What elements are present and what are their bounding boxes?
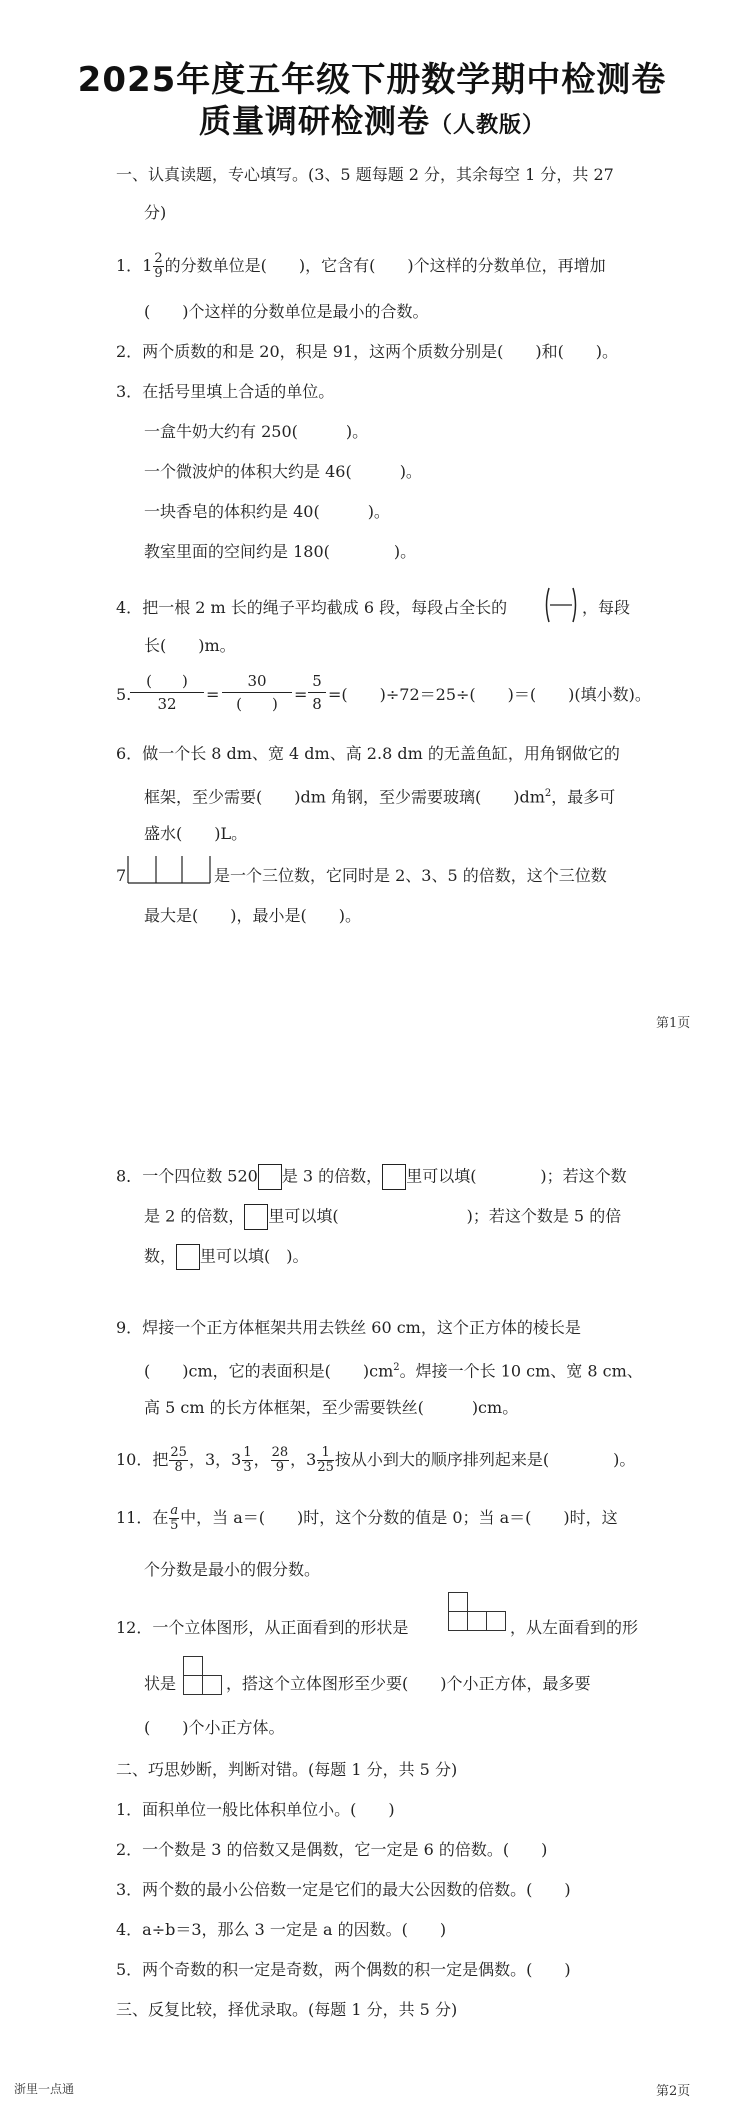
question-8-cont-2: [144, 1244, 309, 1270]
judge-item: 1．面积单位一般比体积单位小。( ): [116, 1800, 395, 1819]
q10-fraction: [242, 1446, 252, 1475]
q12-a1: 一个立体图形，从正面看到的形状是: [152, 1618, 409, 1637]
section-2-heading: 二、巧思妙断，判断对错。(每题 1 分，共 5 分): [116, 1760, 458, 1779]
question-7-number: 7: [116, 866, 127, 885]
q5-tail: =( )÷72＝25÷( )＝( )(填小数)。: [328, 685, 651, 704]
question-4-text-end: ，每段: [582, 598, 631, 617]
q9-b1: ( )cm，它的表面积是( )cm: [144, 1361, 394, 1381]
q10-fraction: [169, 1446, 188, 1475]
q10-mid3: ，3: [290, 1450, 317, 1469]
question-4-number: 4．: [116, 598, 143, 617]
q11-fraction: [169, 1504, 179, 1533]
q10-mid2: ，: [253, 1450, 270, 1469]
question-1-number: 1．: [116, 256, 143, 275]
question-8-number: 8．: [116, 1166, 143, 1186]
question-6-text: 做一个长 8 dm、宽 4 dm、高 2.8 dm 的无盖鱼缸，用角钢做它的: [142, 744, 620, 763]
q10-pre: 把: [152, 1450, 169, 1469]
q11-denominator: 5: [170, 1518, 179, 1533]
q5-fraction-3: [308, 670, 326, 715]
q1-fraction-numerator: 2: [154, 251, 163, 266]
three-digit-boxes-icon: [126, 852, 212, 884]
question-4: [116, 598, 507, 618]
question-2: [116, 342, 618, 362]
q10-f4-numerator: 1: [317, 1446, 334, 1461]
q10-tail: 按从小到大的顺序排列起来是( )。: [334, 1450, 636, 1469]
q8-a3: 里可以填( )；若这个数: [406, 1166, 627, 1186]
question-9-number: 9．: [116, 1318, 143, 1337]
footer-brand: 浙里一点通: [14, 2082, 75, 2096]
digit-box: [382, 1164, 406, 1190]
question-8: [116, 1164, 627, 1190]
question-3-text: 在括号里填上合适的单位。: [142, 382, 335, 401]
q5-equals: =: [206, 685, 220, 704]
q3-item: 一个微波炉的体积大约是 46( )。: [144, 462, 422, 481]
q10-fraction: [317, 1446, 334, 1475]
digit-box: [244, 1204, 268, 1230]
q5-fraction-1: [130, 670, 204, 715]
q12-b1: 状是: [144, 1674, 177, 1693]
question-11: [116, 1504, 618, 1533]
q3-item: 一盒牛奶大约有 250( )。: [144, 422, 369, 441]
question-7-text: 是一个三位数，它同时是 2、3、5 的倍数，这个三位数: [214, 866, 607, 885]
question-1-cont: ( )个这样的分数单位是最小的合数。: [144, 302, 429, 321]
q6-text-b2: ，最多可: [551, 787, 616, 807]
section-3-heading: 三、反复比较，择优录取。(每题 1 分，共 5 分): [116, 2000, 458, 2019]
question-9: [116, 1318, 581, 1338]
q3-item: 一块香皂的体积约是 40( )。: [144, 502, 390, 521]
section-1-heading: 一、认真读题，专心填写。(3、5 题每题 2 分，其余每空 1 分，共 27: [116, 165, 614, 184]
q10-mid1: ，3，3: [188, 1450, 242, 1469]
question-6-cont: [144, 784, 615, 807]
question-2-number: 2．: [116, 342, 143, 361]
question-1: [116, 252, 606, 281]
question-11-number: 11．: [116, 1508, 153, 1527]
question-9-cont: [144, 1358, 643, 1381]
q11-numerator: a: [170, 1503, 179, 1518]
front-view-cube: [467, 1611, 487, 1631]
section-1-heading-cont: 分): [144, 203, 167, 222]
q5-equals: =: [294, 685, 308, 704]
question-3: [116, 382, 334, 402]
question-10-number: 10．: [116, 1450, 153, 1469]
q8-b2: 里可以填( )；若这个数是 5 的倍: [268, 1206, 622, 1226]
judge-item: 5．两个奇数的积一定是奇数，两个偶数的积一定是偶数。( ): [116, 1960, 571, 1979]
question-7-cont: 最大是( )，最小是( )。: [144, 906, 361, 925]
subtitle-edition: （人教版）: [430, 113, 546, 138]
question-6-number: 6．: [116, 744, 143, 763]
q5-f2-numerator: 30: [222, 670, 292, 693]
digit-box: [176, 1244, 200, 1270]
q10-f2-numerator: 1: [243, 1445, 252, 1460]
q1-fraction-denominator: 9: [154, 266, 163, 281]
judge-item: 2．一个数是 3 的倍数又是偶数，它一定是 6 的倍数。( ): [116, 1840, 548, 1859]
exam-title: 2025年度五年级下册数学期中检测卷: [77, 60, 667, 100]
q1-whole: 1: [142, 256, 153, 275]
page-number: 第2页: [656, 2084, 691, 2099]
left-view-cube: [183, 1656, 203, 1676]
question-3-number: 3．: [116, 382, 143, 401]
question-12: [116, 1618, 408, 1638]
question-9-cont-2: 高 5 cm 的长方体框架，至少需要铁丝( )cm。: [144, 1398, 519, 1417]
left-view-cube: [183, 1675, 203, 1695]
page-number: 第1页: [656, 1016, 691, 1031]
blank-fraction-bracket-icon: [543, 586, 579, 624]
q5-f3-numerator: 5: [308, 670, 326, 693]
question-12-number: 12．: [116, 1618, 153, 1637]
q10-f3-denominator: 9: [275, 1460, 285, 1475]
left-view-cube: [202, 1675, 222, 1695]
q9-sup: 2: [393, 1362, 400, 1373]
q8-c2: 里可以填( )。: [200, 1246, 309, 1266]
q5-f3-denominator: 8: [312, 695, 322, 713]
q8-c1: 数，: [144, 1246, 177, 1266]
q10-fraction: [271, 1446, 290, 1475]
q11-pre: 在: [152, 1508, 169, 1527]
q12-a2: ，从左面看到的形: [510, 1618, 639, 1637]
judge-item: 3．两个数的最小公倍数一定是它们的最大公因数的倍数。( ): [116, 1880, 571, 1899]
q10-f3-numerator: 28: [271, 1445, 289, 1460]
q5-f1-numerator: ( ): [130, 670, 204, 693]
q10-f1-numerator: 25: [170, 1445, 187, 1460]
judge-item: 4．a÷b＝3，那么 3 一定是 a 的因数。( ): [116, 1920, 447, 1939]
q10-f4-denominator: 25: [317, 1460, 334, 1475]
digit-box: [258, 1164, 282, 1190]
q10-f2-denominator: 3: [243, 1460, 252, 1475]
q5-f1-denominator: 32: [157, 695, 177, 713]
q10-f1-denominator: 8: [174, 1460, 183, 1475]
question-6: [116, 744, 620, 764]
q1-fraction: [153, 252, 163, 281]
q6-sup: 2: [544, 788, 552, 799]
q8-b1: 是 2 的倍数，: [144, 1206, 245, 1226]
front-view-cube: [448, 1592, 468, 1612]
q5-fraction-2: [222, 670, 292, 715]
exam-subtitle: [0, 96, 744, 142]
question-10: [116, 1446, 635, 1475]
q6-text-b1: 框架，至少需要( )dm 角钢，至少需要玻璃( )dm: [144, 787, 545, 807]
question-6-cont-2: 盛水( )L。: [144, 824, 248, 843]
q12-b2: ，搭这个立体图形至少要( )个小正方体，最多要: [226, 1674, 591, 1693]
question-9-text: 焊接一个正方体框架共用去铁丝 60 cm，这个正方体的棱长是: [142, 1318, 581, 1337]
q8-a2: 是 3 的倍数，: [281, 1166, 383, 1186]
question-5-number: 5.: [116, 685, 132, 704]
subtitle-main: 质量调研检测卷: [198, 102, 430, 140]
front-view-cube: [486, 1611, 506, 1631]
question-8-cont: [144, 1204, 621, 1230]
question-4-cont: 长( )m。: [144, 636, 236, 655]
question-1-text: 的分数单位是( )，它含有( )个这样的分数单位，再增加: [164, 256, 606, 275]
question-12-cont: ( )个小正方体。: [144, 1718, 285, 1737]
front-view-cube: [448, 1611, 468, 1631]
question-11-text: 中，当 a＝( )时，这个分数的值是 0；当 a＝( )时，这: [180, 1508, 618, 1527]
q9-b2: 。焊接一个长 10 cm、宽 8 cm、: [399, 1361, 643, 1381]
page-2: [0, 1056, 744, 2104]
q3-item: 教室里面的空间约是 180( )。: [144, 542, 417, 561]
q5-f2-denominator: ( ): [236, 695, 278, 713]
q8-a1: 一个四位数 520: [142, 1166, 258, 1186]
question-2-text: 两个质数的和是 20，积是 91，这两个质数分别是( )和( )。: [142, 342, 619, 361]
question-11-cont: 个分数是最小的假分数。: [144, 1560, 321, 1579]
question-4-text: 把一根 2 m 长的绳子平均截成 6 段，每段占全长的: [142, 598, 508, 617]
